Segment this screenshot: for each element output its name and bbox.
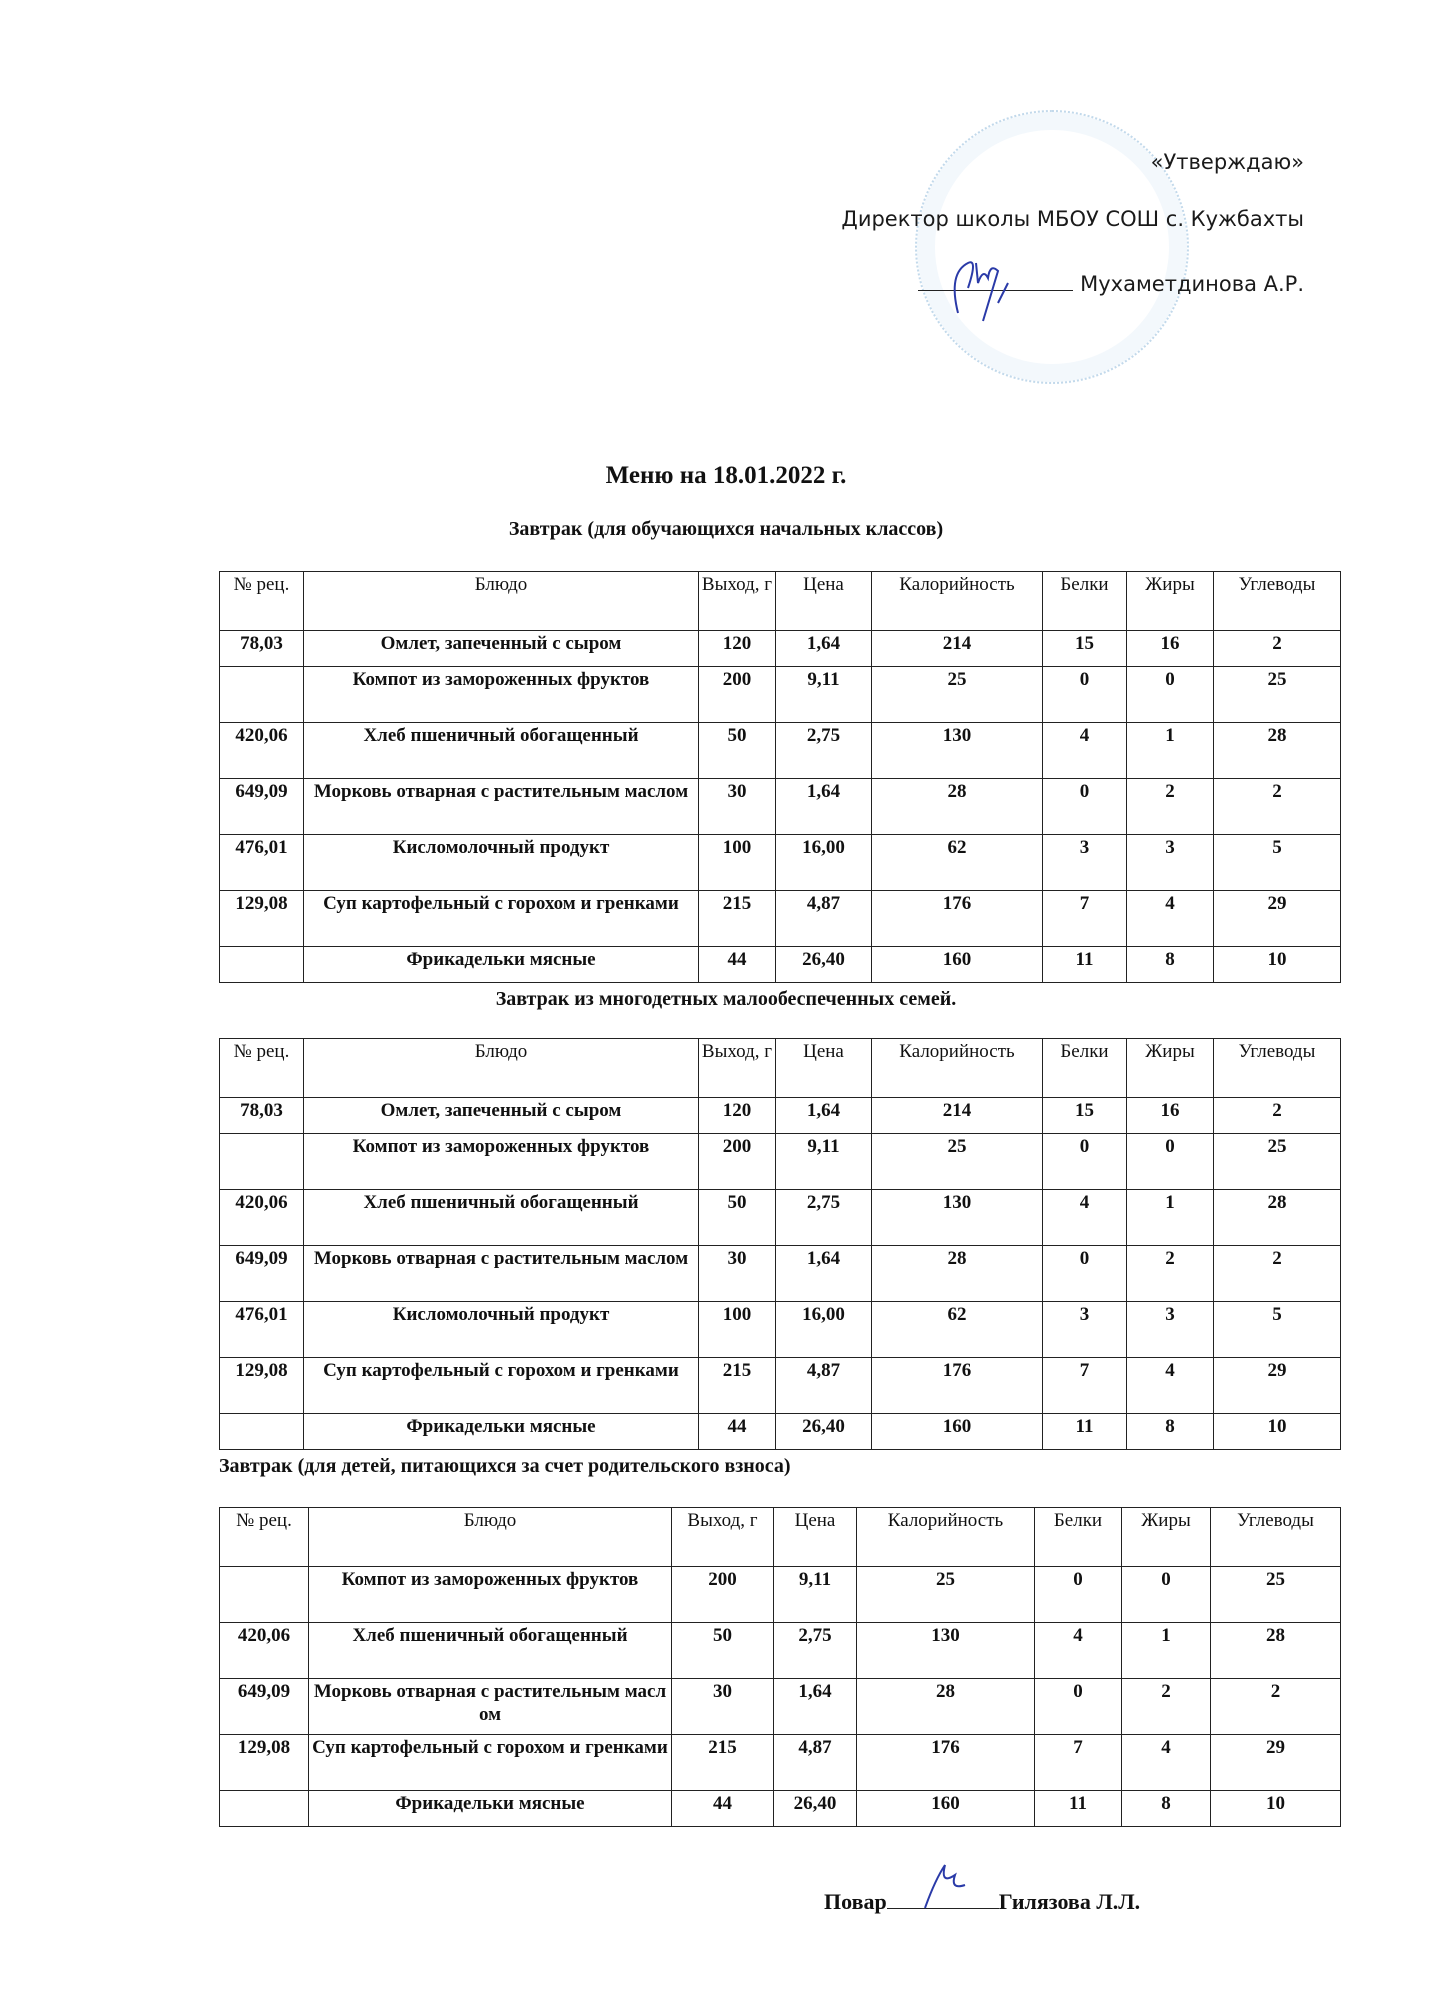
cell-calories: 160 xyxy=(872,947,1043,983)
cell-carbs: 2 xyxy=(1211,1679,1341,1735)
cell-dish: Хлеб пшеничный обогащенный xyxy=(304,723,699,779)
cell-fats: 8 xyxy=(1127,1414,1214,1450)
cell-fats: 8 xyxy=(1122,1791,1211,1827)
cell-dish: Кисломолочный продукт xyxy=(304,835,699,891)
menu-table xyxy=(219,1507,1341,1827)
column-header-recipe-number: № рец. xyxy=(220,572,304,631)
table-row xyxy=(220,723,1341,779)
cell-dish: Морковь отварная с растительным маслом xyxy=(304,1246,699,1302)
cell-price: 9,11 xyxy=(776,1134,872,1190)
cell-calories: 25 xyxy=(872,667,1043,723)
cell-dish: Хлеб пшеничный обогащенный xyxy=(304,1190,699,1246)
cell-calories: 25 xyxy=(872,1134,1043,1190)
cell-price: 9,11 xyxy=(776,667,872,723)
table-header-row xyxy=(220,1039,1341,1098)
table-row xyxy=(220,1134,1341,1190)
column-header-fats: Жиры xyxy=(1127,1039,1214,1098)
cell-recipe-number xyxy=(220,1791,309,1827)
column-header-yield: Выход, г xyxy=(699,572,776,631)
table-row xyxy=(220,1358,1341,1414)
column-header-proteins: Белки xyxy=(1035,1508,1122,1567)
cell-price: 4,87 xyxy=(776,891,872,947)
cell-price: 4,87 xyxy=(774,1735,857,1791)
cell-proteins: 4 xyxy=(1043,723,1127,779)
cell-proteins: 0 xyxy=(1043,1134,1127,1190)
table-row xyxy=(220,1567,1341,1623)
cell-proteins: 0 xyxy=(1035,1679,1122,1735)
cell-dish: Компот из замороженных фруктов xyxy=(304,667,699,723)
column-header-proteins: Белки xyxy=(1043,572,1127,631)
cell-price: 2,75 xyxy=(774,1623,857,1679)
cell-carbs: 10 xyxy=(1214,947,1341,983)
table-row xyxy=(220,1098,1341,1134)
cell-recipe-number: 476,01 xyxy=(220,1302,304,1358)
cell-fats: 3 xyxy=(1127,1302,1214,1358)
cell-yield: 44 xyxy=(699,1414,776,1450)
cell-carbs: 25 xyxy=(1214,667,1341,723)
director-signature-icon xyxy=(938,243,1048,323)
cell-price: 1,64 xyxy=(776,631,872,667)
cell-yield: 200 xyxy=(699,1134,776,1190)
cell-fats: 4 xyxy=(1127,1358,1214,1414)
cell-yield: 50 xyxy=(672,1623,774,1679)
cell-fats: 4 xyxy=(1127,891,1214,947)
cell-price: 26,40 xyxy=(774,1791,857,1827)
cell-dish: Компот из замороженных фруктов xyxy=(309,1567,672,1623)
cell-price: 26,40 xyxy=(776,947,872,983)
cell-price: 2,75 xyxy=(776,1190,872,1246)
cell-calories: 176 xyxy=(872,891,1043,947)
table-row xyxy=(220,1791,1341,1827)
cell-price: 4,87 xyxy=(776,1358,872,1414)
cell-proteins: 7 xyxy=(1043,891,1127,947)
column-header-calories: Калорийность xyxy=(872,572,1043,631)
cell-proteins: 0 xyxy=(1043,1246,1127,1302)
cell-yield: 100 xyxy=(699,1302,776,1358)
cell-calories: 28 xyxy=(872,1246,1043,1302)
cell-recipe-number: 420,06 xyxy=(220,723,304,779)
cell-price: 1,64 xyxy=(776,779,872,835)
cell-yield: 44 xyxy=(699,947,776,983)
cell-proteins: 11 xyxy=(1043,947,1127,983)
cell-fats: 4 xyxy=(1122,1735,1211,1791)
cell-calories: 214 xyxy=(872,1098,1043,1134)
cell-yield: 120 xyxy=(699,1098,776,1134)
column-header-dish: Блюдо xyxy=(304,572,699,631)
cell-dish: Кисломолочный продукт xyxy=(304,1302,699,1358)
cell-yield: 215 xyxy=(699,1358,776,1414)
column-header-carbs: Углеводы xyxy=(1211,1508,1341,1567)
cell-fats: 2 xyxy=(1127,779,1214,835)
page-title: Меню на 18.01.2022 г. xyxy=(605,462,847,489)
cell-calories: 160 xyxy=(872,1414,1043,1450)
cell-fats: 2 xyxy=(1122,1679,1211,1735)
table-row xyxy=(220,1246,1341,1302)
approval-heading: «Утверждаю» xyxy=(1150,150,1304,174)
cell-fats: 0 xyxy=(1127,667,1214,723)
cell-dish: Омлет, запеченный с сыром xyxy=(304,1098,699,1134)
cell-fats: 1 xyxy=(1127,723,1214,779)
cell-proteins: 0 xyxy=(1043,667,1127,723)
cell-dish: Фрикадельки мясные xyxy=(304,947,699,983)
cell-carbs: 29 xyxy=(1214,891,1341,947)
table-row xyxy=(220,835,1341,891)
cell-recipe-number: 129,08 xyxy=(220,1735,309,1791)
table-row xyxy=(220,779,1341,835)
column-header-carbs: Углеводы xyxy=(1214,1039,1341,1098)
menu-table xyxy=(219,571,1341,983)
cell-recipe-number xyxy=(220,947,304,983)
column-header-carbs: Углеводы xyxy=(1214,572,1341,631)
table-row xyxy=(220,1414,1341,1450)
cell-fats: 2 xyxy=(1127,1246,1214,1302)
cell-price: 1,64 xyxy=(774,1679,857,1735)
cell-recipe-number: 649,09 xyxy=(220,1246,304,1302)
cell-yield: 30 xyxy=(699,779,776,835)
table-header-row xyxy=(220,572,1341,631)
table-row xyxy=(220,1190,1341,1246)
cell-fats: 16 xyxy=(1127,631,1214,667)
column-header-yield: Выход, г xyxy=(672,1508,774,1567)
cell-dish: Суп картофельный с горохом и гренками xyxy=(309,1735,672,1791)
cook-label: Повар xyxy=(824,1889,887,1914)
column-header-price: Цена xyxy=(774,1508,857,1567)
cell-calories: 28 xyxy=(872,779,1043,835)
cell-price: 2,75 xyxy=(776,723,872,779)
cell-carbs: 2 xyxy=(1214,779,1341,835)
cell-dish: Фрикадельки мясные xyxy=(309,1791,672,1827)
cell-calories: 214 xyxy=(872,631,1043,667)
cell-price: 9,11 xyxy=(774,1567,857,1623)
cell-recipe-number xyxy=(220,1567,309,1623)
table-row xyxy=(220,1623,1341,1679)
column-header-proteins: Белки xyxy=(1043,1039,1127,1098)
cell-proteins: 3 xyxy=(1043,835,1127,891)
director-position: Директор школы МБОУ СОШ с. Кужбахты xyxy=(841,207,1304,231)
cell-recipe-number: 649,09 xyxy=(220,1679,309,1735)
cell-recipe-number: 649,09 xyxy=(220,779,304,835)
cell-price: 16,00 xyxy=(776,1302,872,1358)
cell-fats: 1 xyxy=(1122,1623,1211,1679)
cell-yield: 30 xyxy=(672,1679,774,1735)
cell-carbs: 2 xyxy=(1214,1246,1341,1302)
cell-calories: 62 xyxy=(872,835,1043,891)
cell-fats: 0 xyxy=(1122,1567,1211,1623)
cell-carbs: 2 xyxy=(1214,631,1341,667)
cell-recipe-number xyxy=(220,667,304,723)
cell-calories: 160 xyxy=(857,1791,1035,1827)
table-row xyxy=(220,1302,1341,1358)
cell-yield: 30 xyxy=(699,1246,776,1302)
cell-yield: 215 xyxy=(672,1735,774,1791)
cell-price: 16,00 xyxy=(776,835,872,891)
cell-dish: Суп картофельный с горохом и гренками xyxy=(304,891,699,947)
director-signature-line xyxy=(918,268,1304,296)
cell-calories: 62 xyxy=(872,1302,1043,1358)
column-header-price: Цена xyxy=(776,1039,872,1098)
cell-proteins: 15 xyxy=(1043,1098,1127,1134)
cell-recipe-number xyxy=(220,1134,304,1190)
cell-recipe-number: 420,06 xyxy=(220,1623,309,1679)
cell-carbs: 29 xyxy=(1214,1358,1341,1414)
cell-price: 26,40 xyxy=(776,1414,872,1450)
cell-yield: 215 xyxy=(699,891,776,947)
cell-calories: 25 xyxy=(857,1567,1035,1623)
cell-price: 1,64 xyxy=(776,1246,872,1302)
cell-dish: Компот из замороженных фруктов xyxy=(304,1134,699,1190)
cell-dish: Морковь отварная с растительным маслом xyxy=(304,779,699,835)
cell-yield: 50 xyxy=(699,1190,776,1246)
table-row xyxy=(220,631,1341,667)
column-header-recipe-number: № рец. xyxy=(220,1039,304,1098)
cell-yield: 44 xyxy=(672,1791,774,1827)
section-caption: Завтрак (для детей, питающихся за счет родительского взноса) xyxy=(219,1455,791,1477)
cell-proteins: 4 xyxy=(1043,1190,1127,1246)
cell-recipe-number: 476,01 xyxy=(220,835,304,891)
cell-fats: 8 xyxy=(1127,947,1214,983)
menu-table xyxy=(219,1038,1341,1450)
cell-fats: 3 xyxy=(1127,835,1214,891)
table-row xyxy=(220,1735,1341,1791)
table-row xyxy=(220,1679,1341,1735)
cell-recipe-number: 78,03 xyxy=(220,1098,304,1134)
section-caption: Завтрак из многодетных малообеспеченных семей. xyxy=(495,988,957,1010)
cell-dish: Хлеб пшеничный обогащенный xyxy=(309,1623,672,1679)
cell-carbs: 2 xyxy=(1214,1098,1341,1134)
cell-carbs: 5 xyxy=(1214,1302,1341,1358)
cell-dish: Морковь отварная с растительным маслом xyxy=(309,1679,672,1735)
cell-yield: 50 xyxy=(699,723,776,779)
cell-calories: 176 xyxy=(857,1735,1035,1791)
table-row xyxy=(220,891,1341,947)
cell-yield: 120 xyxy=(699,631,776,667)
cell-proteins: 7 xyxy=(1043,1358,1127,1414)
cell-recipe-number: 129,08 xyxy=(220,1358,304,1414)
cell-proteins: 7 xyxy=(1035,1735,1122,1791)
cell-carbs: 25 xyxy=(1211,1567,1341,1623)
cell-price: 1,64 xyxy=(776,1098,872,1134)
cell-proteins: 0 xyxy=(1043,779,1127,835)
cell-carbs: 28 xyxy=(1211,1623,1341,1679)
column-header-yield: Выход, г xyxy=(699,1039,776,1098)
cell-carbs: 5 xyxy=(1214,835,1341,891)
cell-yield: 100 xyxy=(699,835,776,891)
cell-carbs: 28 xyxy=(1214,723,1341,779)
cell-recipe-number: 78,03 xyxy=(220,631,304,667)
cell-fats: 0 xyxy=(1127,1134,1214,1190)
column-header-fats: Жиры xyxy=(1122,1508,1211,1567)
column-header-dish: Блюдо xyxy=(309,1508,672,1567)
cell-proteins: 4 xyxy=(1035,1623,1122,1679)
cell-dish: Суп картофельный с горохом и гренками xyxy=(304,1358,699,1414)
cell-fats: 16 xyxy=(1127,1098,1214,1134)
cell-recipe-number xyxy=(220,1414,304,1450)
cell-carbs: 10 xyxy=(1214,1414,1341,1450)
cell-calories: 130 xyxy=(872,723,1043,779)
cell-calories: 28 xyxy=(857,1679,1035,1735)
column-header-recipe-number: № рец. xyxy=(220,1508,309,1567)
cell-proteins: 11 xyxy=(1043,1414,1127,1450)
column-header-dish: Блюдо xyxy=(304,1039,699,1098)
cell-carbs: 25 xyxy=(1214,1134,1341,1190)
cell-dish: Омлет, запеченный с сыром xyxy=(304,631,699,667)
director-name: Мухаметдинова А.Р. xyxy=(1080,272,1304,296)
cell-calories: 130 xyxy=(857,1623,1035,1679)
cell-proteins: 15 xyxy=(1043,631,1127,667)
cook-signature-icon xyxy=(915,1860,975,1910)
table-header-row xyxy=(220,1508,1341,1567)
column-header-price: Цена xyxy=(776,572,872,631)
cell-proteins: 11 xyxy=(1035,1791,1122,1827)
table-row xyxy=(220,947,1341,983)
cell-recipe-number: 420,06 xyxy=(220,1190,304,1246)
cell-calories: 176 xyxy=(872,1358,1043,1414)
cell-yield: 200 xyxy=(672,1567,774,1623)
cell-yield: 200 xyxy=(699,667,776,723)
cook-name: Гилязова Л.Л. xyxy=(998,1889,1141,1914)
table-row xyxy=(220,667,1341,723)
cell-fats: 1 xyxy=(1127,1190,1214,1246)
cell-recipe-number: 129,08 xyxy=(220,891,304,947)
cell-dish: Фрикадельки мясные xyxy=(304,1414,699,1450)
cell-carbs: 28 xyxy=(1214,1190,1341,1246)
cook-signature xyxy=(824,1888,1140,1915)
cell-proteins: 3 xyxy=(1043,1302,1127,1358)
column-header-calories: Калорийность xyxy=(872,1039,1043,1098)
cell-carbs: 29 xyxy=(1211,1735,1341,1791)
cell-calories: 130 xyxy=(872,1190,1043,1246)
section-caption: Завтрак (для обучающихся начальных классов) xyxy=(508,518,944,540)
cell-proteins: 0 xyxy=(1035,1567,1122,1623)
column-header-fats: Жиры xyxy=(1127,572,1214,631)
cell-carbs: 10 xyxy=(1211,1791,1341,1827)
column-header-calories: Калорийность xyxy=(857,1508,1035,1567)
